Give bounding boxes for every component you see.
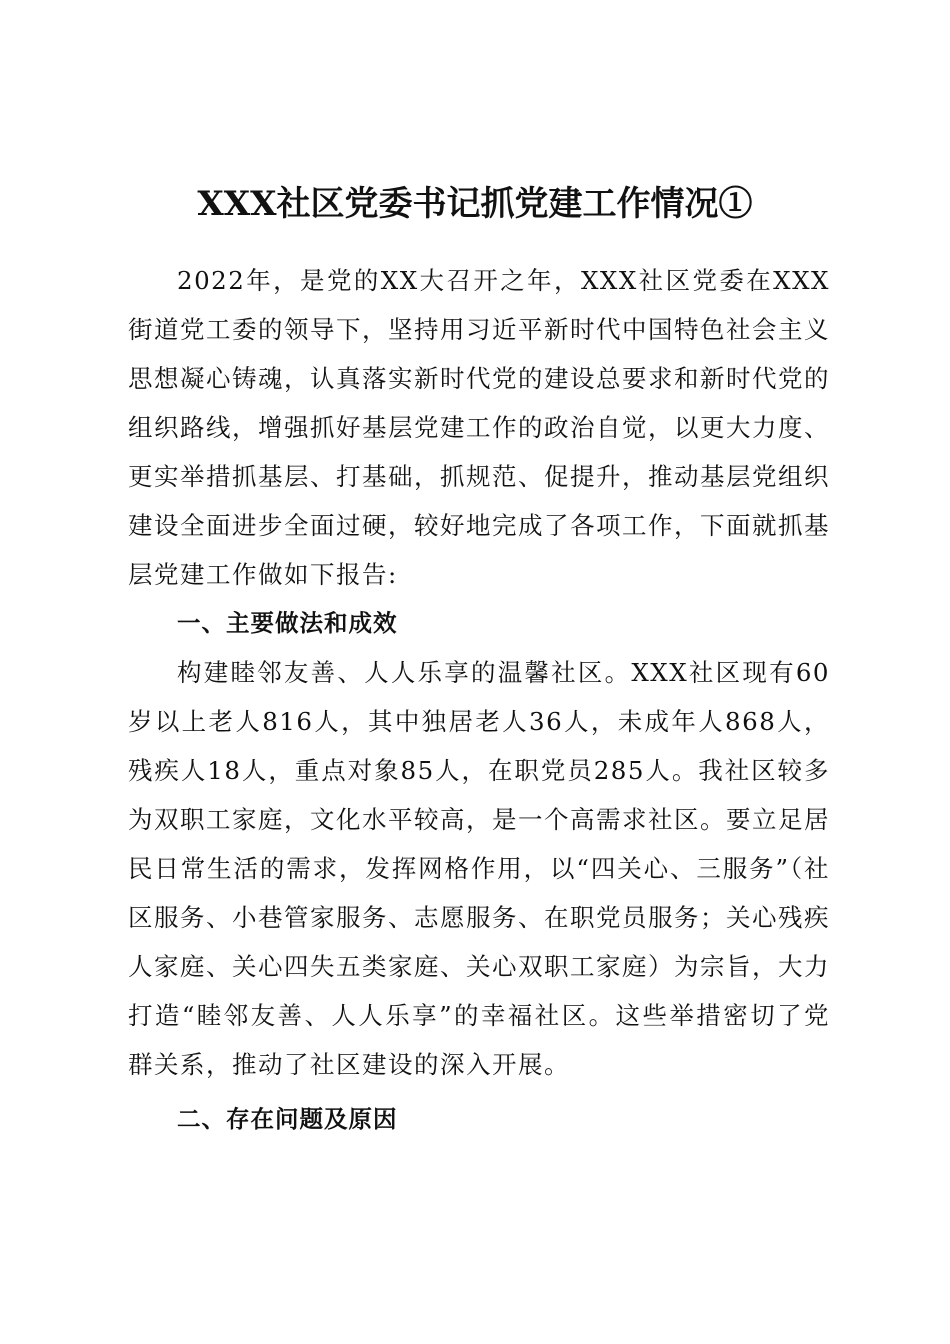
- intro-paragraph: 2022年，是党的XX大召开之年，XXX社区党委在XXX街道党工委的领导下，坚持用习近平新时代中国特色社会主义思想凝心铸魂，认真落实新时代党的建设总要求和新时代党的组织路线，增强抓好基层党建工作的政治自觉，以更大力度、更实举措抓基层、打基础，抓规范、促提升，推动基层党组织建设全面进步全面过硬，较好地完成了各项工作，下面就抓基层党建工作做如下报告:: [128, 266, 830, 589]
- document-title: XXX社区党委书记抓党建工作情况①: [197, 184, 753, 224]
- section-heading-1: 一、主要做法和成效: [177, 609, 398, 637]
- section1-paragraph: 构建睦邻友善、人人乐享的温馨社区。XXX社区现有60岁以上老人816人，其中独居老人36人，未成年人868人，残疾人18人，重点对象85人，在职党员285人。我社区较多为双职工家庭，文化水平较高，是一个高需求社区。要立足居民日常生活的需求，发挥网格作用，以“四关心、三服务”（社区服务、小巷管家服务、志愿服务、在职党员服务；关心残疾人家庭、关心四失五类家庭、关心双职工家庭）为宗旨，大力打造“睦邻友善、人人乐享”的幸福社区。这些举措密切了党群关系，推动了社区建设的深入开展。: [128, 658, 830, 1079]
- section-heading-2: 二、存在问题及原因: [177, 1105, 398, 1133]
- document-body: [128, 256, 830, 1144]
